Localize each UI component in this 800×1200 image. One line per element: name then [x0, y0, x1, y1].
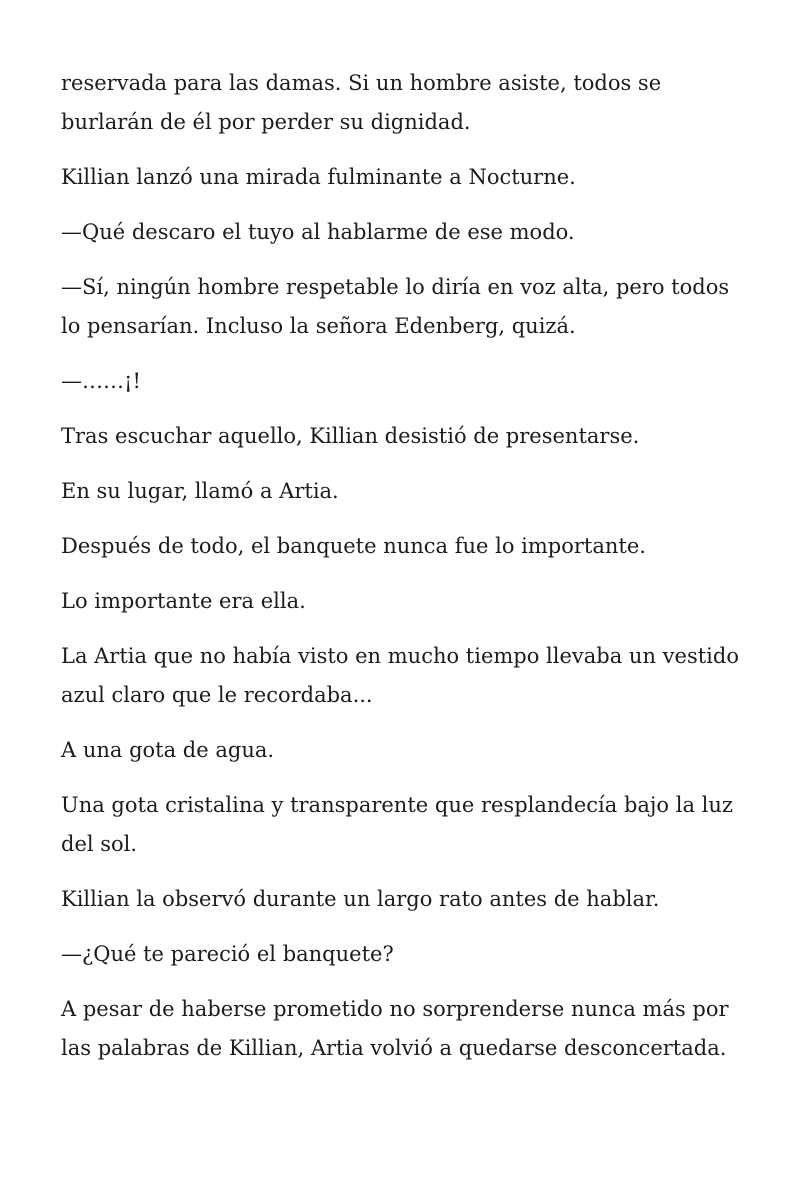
paragraph: Tras escuchar aquello, Killian desistió de presentarse.	[61, 424, 640, 448]
paragraph: —……¡!	[61, 369, 141, 393]
paragraph: —¿Qué te pareció el banquete?	[61, 942, 394, 966]
paragraph: Killian lanzó una mirada fulminante a Nocturne.	[61, 165, 576, 189]
paragraph: —Qué descaro el tuyo al hablarme de ese modo.	[61, 220, 575, 244]
paragraph: Killian la observó durante un largo rato antes de hablar.	[61, 887, 660, 911]
paragraph: reservada para las damas. Si un hombre asiste, todos se burlarán de él por perder su dignidad.	[61, 71, 662, 134]
paragraph: Lo importante era ella.	[61, 589, 306, 613]
document-page	[61, 64, 741, 1084]
paragraph: Después de todo, el banquete nunca fue lo importante.	[61, 534, 646, 558]
paragraph: A pesar de haberse prometido no sorprenderse nunca más por las palabras de Killian, Artia volvió a quedarse desconcertada.	[61, 997, 729, 1060]
paragraph: —Sí, ningún hombre respetable lo diría en voz alta, pero todos lo pensarían. Incluso la señora Edenberg, quizá.	[61, 275, 730, 338]
paragraph: Una gota cristalina y transparente que resplandecía bajo la luz del sol.	[61, 793, 733, 856]
paragraph: En su lugar, llamó a Artia.	[61, 479, 339, 503]
paragraph: La Artia que no había visto en mucho tiempo llevaba un vestido azul claro que le recordaba...	[61, 644, 739, 707]
paragraph: A una gota de agua.	[61, 738, 275, 762]
